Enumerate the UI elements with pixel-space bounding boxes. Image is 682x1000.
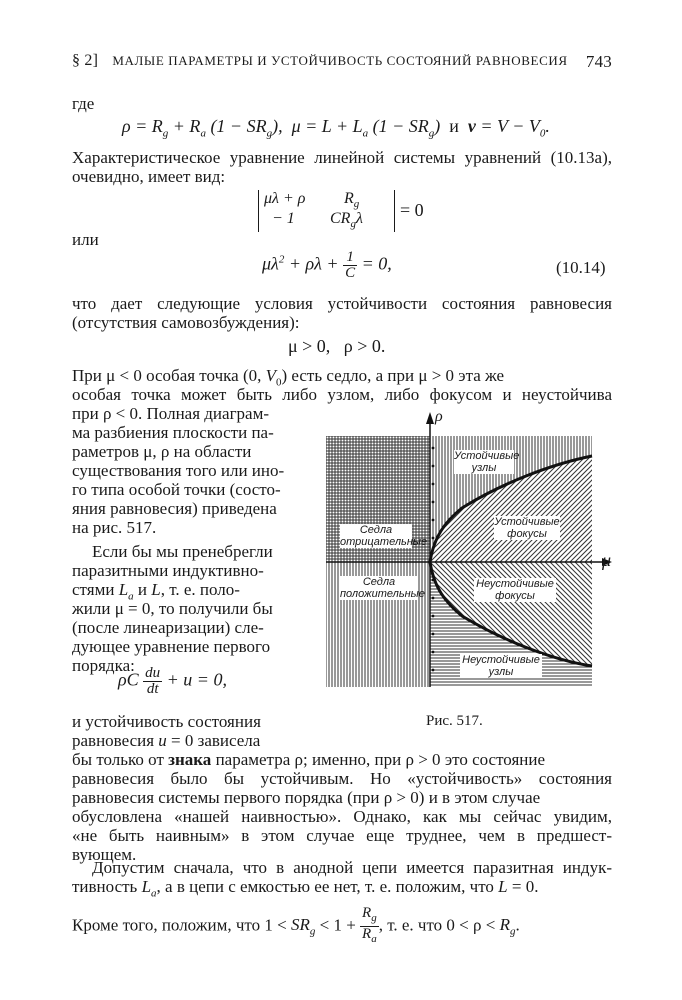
p2-line-3: стями $L_a$ и L, т. е. поло- bbox=[72, 580, 240, 603]
section-mark: § 2] bbox=[72, 52, 99, 69]
p4-line-3: Кроме того, положим, что $1 < SR_g < 1$ + $\frac{R_g}{R_a}$ , т. е. что $0 < \rho < R_g$. bbox=[72, 905, 520, 945]
p2-line-2: паразитными индуктивно- bbox=[72, 561, 264, 580]
conditions-line-1: что дает следующие условия устойчивости состояния равновесия bbox=[72, 294, 612, 313]
p4-line-2: тивность $L_a$, а в цепи с емкостью ее нет, т. е. положим, что L = 0. bbox=[72, 877, 539, 900]
p3-line-4: равновесия было бы устойчивым. Но «устойчивость» состояния bbox=[72, 769, 612, 788]
label-stable-foci: Устойчивые фокусы bbox=[494, 516, 560, 540]
char-eq-line-1: Характеристическое уравнение линейной системы уравнений (10.13а), bbox=[72, 148, 612, 167]
running-header bbox=[72, 52, 612, 70]
label-stable-nodes: Устойчивые узлы bbox=[454, 450, 520, 474]
p3-line-8: вующем. bbox=[72, 845, 137, 864]
p3-line-2: равновесия u = 0 зависела bbox=[72, 731, 261, 750]
rho-axis-arrow bbox=[426, 412, 434, 424]
p3-line-1: и устойчивость состояния bbox=[72, 712, 261, 731]
label-unstable-foci: Неустойчивые фокусы bbox=[474, 578, 556, 602]
formula-rho-mu-v: $\rho = R_g + R_a$ $(1 - SR_g)$, $\mu = L + L_a$ $(1 - SR_g)$ и $v = V - V_0$. bbox=[122, 116, 550, 140]
figure-517 bbox=[322, 408, 614, 700]
p1-line-7: го типа особой точки (состо- bbox=[72, 480, 281, 499]
p3-line-7: «не быть наивным» в этом случае еще труднее, чем в предшест- bbox=[72, 826, 612, 845]
p2-line-7: порядка: bbox=[72, 656, 135, 675]
p1-line-9: на рис. 517. bbox=[72, 518, 157, 537]
p1-line-3: при ρ < 0. Полная диаграм- bbox=[72, 404, 270, 423]
p3-line-6: обусловлена «нашей наивностью». Однако, как мы сейчас увидим, bbox=[72, 807, 612, 826]
determinant: μλ + ρ − 1 $R_g$ $CR_g\lambda$ = 0 bbox=[258, 190, 438, 234]
rho-axis-label: ρ bbox=[435, 408, 443, 425]
p3-line-5: равновесия системы первого порядка (при ρ > 0) и в этом случае bbox=[72, 788, 541, 807]
p2-line-5: (после линеаризации) сле- bbox=[72, 618, 264, 637]
p1-line-6: существования того или ино- bbox=[72, 461, 285, 480]
where-text: где bbox=[72, 94, 95, 113]
p4-line-1: Допустим сначала, что в анодной цепи имеется паразитная индук- bbox=[92, 858, 612, 877]
label-saddles-negative: Седла отрицательные bbox=[340, 524, 428, 548]
stability-conditions: μ > 0, ρ > 0. bbox=[288, 336, 386, 356]
p1-line-8: яния равновесия) приведена bbox=[72, 499, 277, 518]
p2-line-4: жили μ = 0, то получили бы bbox=[72, 599, 273, 618]
page-number: 743 bbox=[585, 52, 612, 71]
equation-number-10-14: (10.14) bbox=[556, 258, 606, 277]
label-unstable-nodes: Неустойчивые узлы bbox=[460, 654, 542, 678]
p1-line-4: ма разбиения плоскости па- bbox=[72, 423, 274, 442]
p3-line-3: бы только от знака параметра ρ; именно, при ρ > 0 это состояние bbox=[72, 750, 546, 769]
first-order-equation: ρC $\frac{du}{dt}$ + u = 0, bbox=[118, 665, 227, 697]
figure-caption: Рис. 517. bbox=[426, 713, 483, 729]
label-saddles-positive: Седла положительные bbox=[340, 576, 425, 600]
p2-line-6: дующее уравнение первого bbox=[72, 637, 271, 656]
p1-line-2: особая точка может быть либо узлом, либо фокусом и неустойчива bbox=[72, 385, 612, 404]
char-eq-line-2: очевидно, имеет вид: bbox=[72, 167, 226, 186]
conditions-line-2: (отсутствия самовозбуждения): bbox=[72, 313, 300, 332]
mu-axis-label: μ bbox=[602, 550, 612, 570]
p1-line-5: раметров μ, ρ на области bbox=[72, 442, 252, 461]
p1-line-1: При μ < 0 особая точка (0, $V_0$) есть седло, а при μ > 0 эта же bbox=[72, 366, 505, 389]
equation-10-14: $\mu\lambda^2 + \rho\lambda$ + $\frac{1}{C}$ = 0, bbox=[262, 249, 392, 281]
p2-line-1: Если бы мы пренебрегли bbox=[92, 542, 273, 561]
or-text: или bbox=[72, 230, 99, 249]
header-title: МАЛЫЕ ПАРАМЕТРЫ И УСТОЙЧИВОСТЬ СОСТОЯНИЙ РАВНОВЕСИЯ bbox=[112, 53, 568, 68]
